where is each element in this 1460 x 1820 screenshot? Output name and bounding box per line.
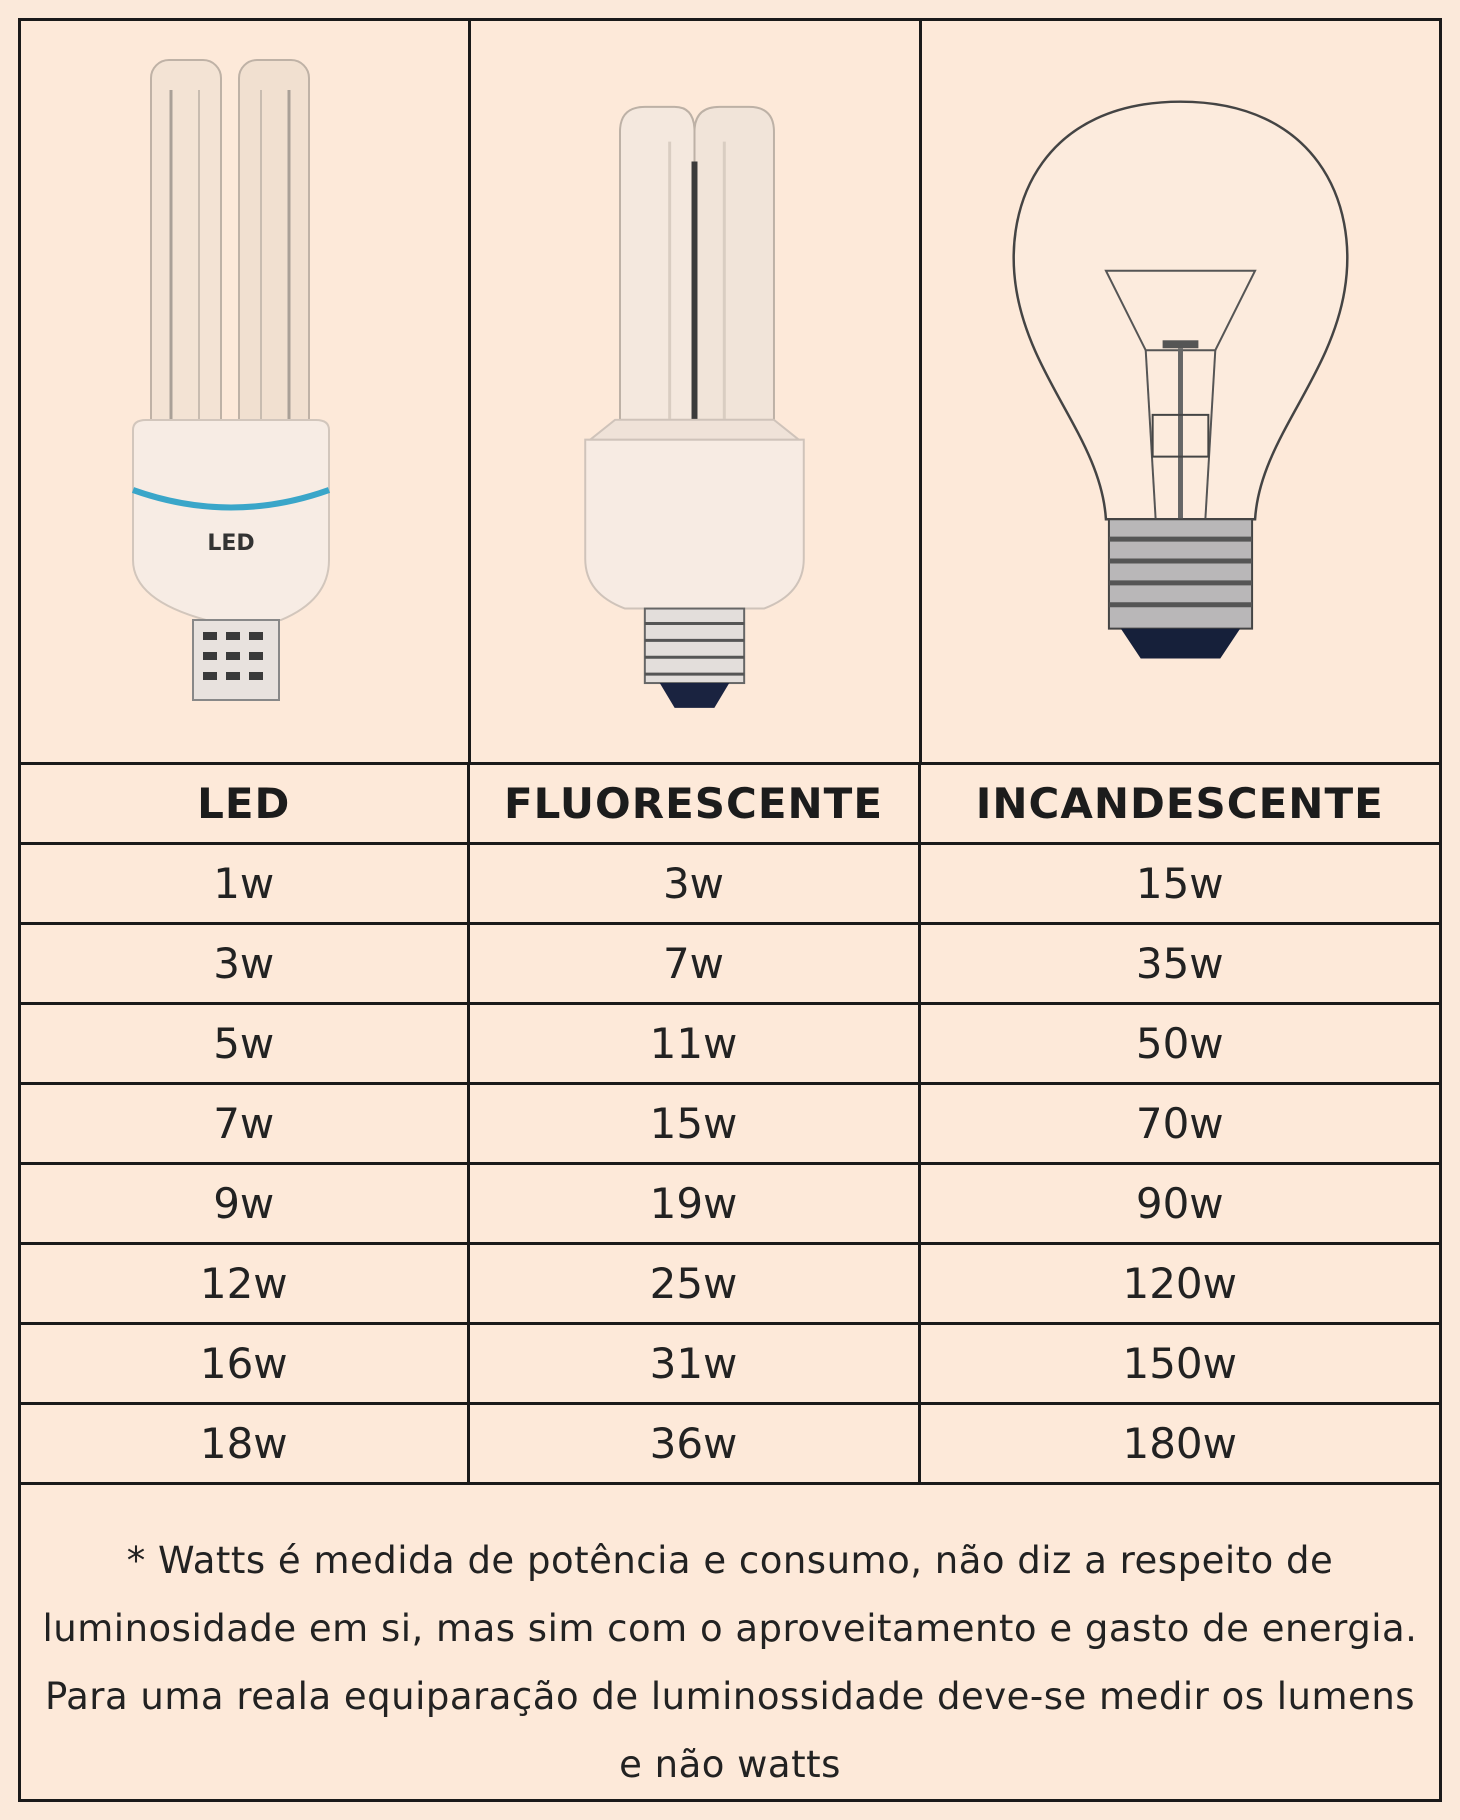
table-row [21,924,1439,1004]
table-row [21,1324,1439,1404]
table-row [21,844,1439,924]
table-cell: 3w [468,844,919,924]
table-cell: 9w [21,1164,468,1244]
table-cell: 19w [468,1164,919,1244]
table-cell: 3w [21,924,468,1004]
table-row [21,1244,1439,1324]
table-cell: 18w [21,1404,468,1484]
table-cell: 1w [21,844,468,924]
led-lamp-icon [21,20,468,764]
fluorescent-lamp-cell [468,21,919,762]
table-cell: 7w [21,1084,468,1164]
lamp-images-row [21,21,1439,765]
wattage-table [21,762,1439,1485]
table-row [21,1004,1439,1084]
table-cell: 36w [468,1404,919,1484]
table-cell: 15w [468,1084,919,1164]
incandescent-bulb-cell [919,21,1439,762]
table-cell: 120w [919,1244,1439,1324]
table-cell: 5w [21,1004,468,1084]
table-cell: 25w [468,1244,919,1324]
table-header-row [21,764,1439,844]
table-row [21,1404,1439,1484]
header-incandescente: INCANDESCENTE [919,764,1439,844]
header-led: LED [21,764,468,844]
table-cell: 150w [919,1324,1439,1404]
table-row [21,1084,1439,1164]
table-cell: 90w [919,1164,1439,1244]
footnote: * Watts é medida de potência e consumo, não diz a respeito de luminosidade em si, mas sim com o aproveitamento e gasto de energia. Para uma reala equiparação de luminossidade deve-se medir os lumens e não watts [42,1539,1418,1786]
table-cell: 50w [919,1004,1439,1084]
table-cell: 15w [919,844,1439,924]
table-cell: 12w [21,1244,468,1324]
table-cell: 70w [919,1084,1439,1164]
led-lamp-label: LED [207,530,255,556]
comparison-chart [18,18,1442,1802]
table-cell: 7w [468,924,919,1004]
led-lamp-cell [21,21,468,762]
table-cell: 11w [468,1004,919,1084]
table-row [21,1164,1439,1244]
table-cell: 16w [21,1324,468,1404]
incandescent-bulb-icon [922,20,1439,764]
fluorescent-lamp-icon [471,20,919,764]
table-cell: 31w [468,1324,919,1404]
table-cell: 180w [919,1404,1439,1484]
header-fluorescente: FLUORESCENTE [468,764,919,844]
table-cell: 35w [919,924,1439,1004]
